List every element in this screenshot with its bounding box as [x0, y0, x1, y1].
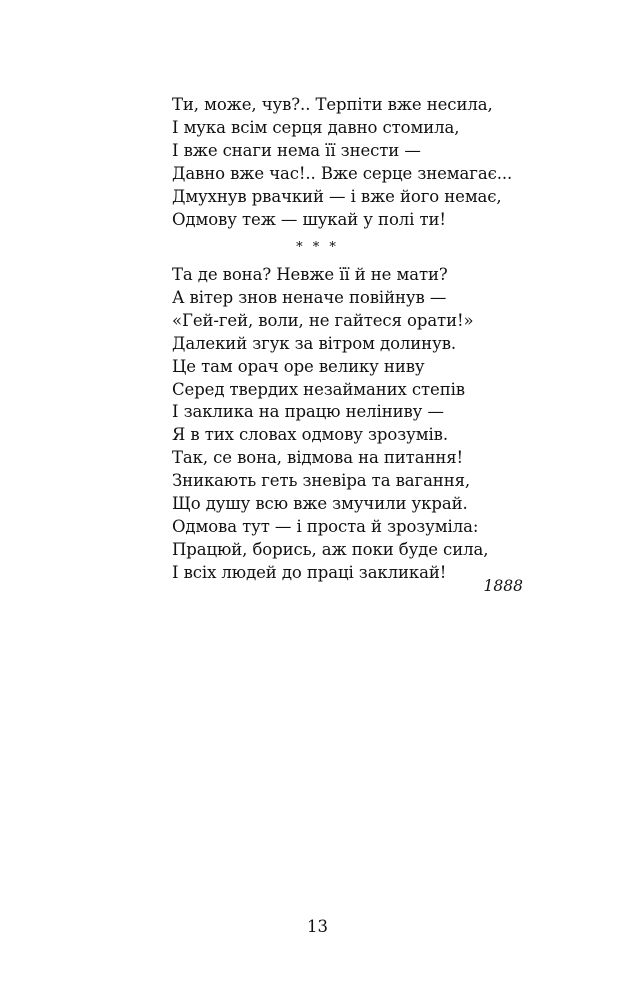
poem-line: Дмухнув рвачкий — і вже його немає, [172, 186, 502, 206]
stanza-separator: * * * [296, 240, 339, 255]
poem-line: Так, се вона, відмова на питання! [172, 448, 464, 468]
poem-line: Зникають геть зневіра та вагання, [172, 471, 471, 491]
poem-line: Та де вона? Невже її й не мати? [172, 265, 448, 284]
poem-line: Серед твердих незайманих степів [172, 379, 465, 399]
poem-line: Це там орач оре велику ниву [172, 356, 425, 376]
poem-line: А вітер знов неначе повійнув — [172, 287, 447, 307]
poem-line: Я в тих словах одмову зрозумів. [172, 425, 448, 445]
stanza-1 [172, 94, 532, 231]
poem-line: Що душу всю вже змучили украй. [172, 494, 468, 514]
stanza-2 [172, 264, 532, 585]
poem-line: Працюй, борись, аж поки буде сила, [172, 539, 489, 559]
poem-line: І всіх людей до праці закликай! [172, 562, 447, 582]
poem-line: Одмову теж — шукай у полі ти! [172, 209, 446, 229]
poem-line: І заклика на працю неліниву — [172, 402, 444, 422]
poem-line: Одмова тут — і проста й зрозуміла: [172, 516, 479, 536]
poem-line: «Гей-гей, воли, не гайтеся орати!» [172, 310, 474, 330]
poem-line: Ти, може, чув?.. Терпіти вже несила, [172, 95, 493, 114]
poem-line: Давно вже час!.. Вже серце знемагає... [172, 163, 513, 183]
poem-line: Далекий згук за вітром долинув. [172, 333, 457, 353]
poem-line: І вже снаги нема її знести — [172, 140, 421, 160]
poem-date: 1888 [483, 577, 523, 595]
page-number: 13 [307, 917, 328, 936]
poem-line: І мука всім серця давно стомила, [172, 117, 460, 137]
